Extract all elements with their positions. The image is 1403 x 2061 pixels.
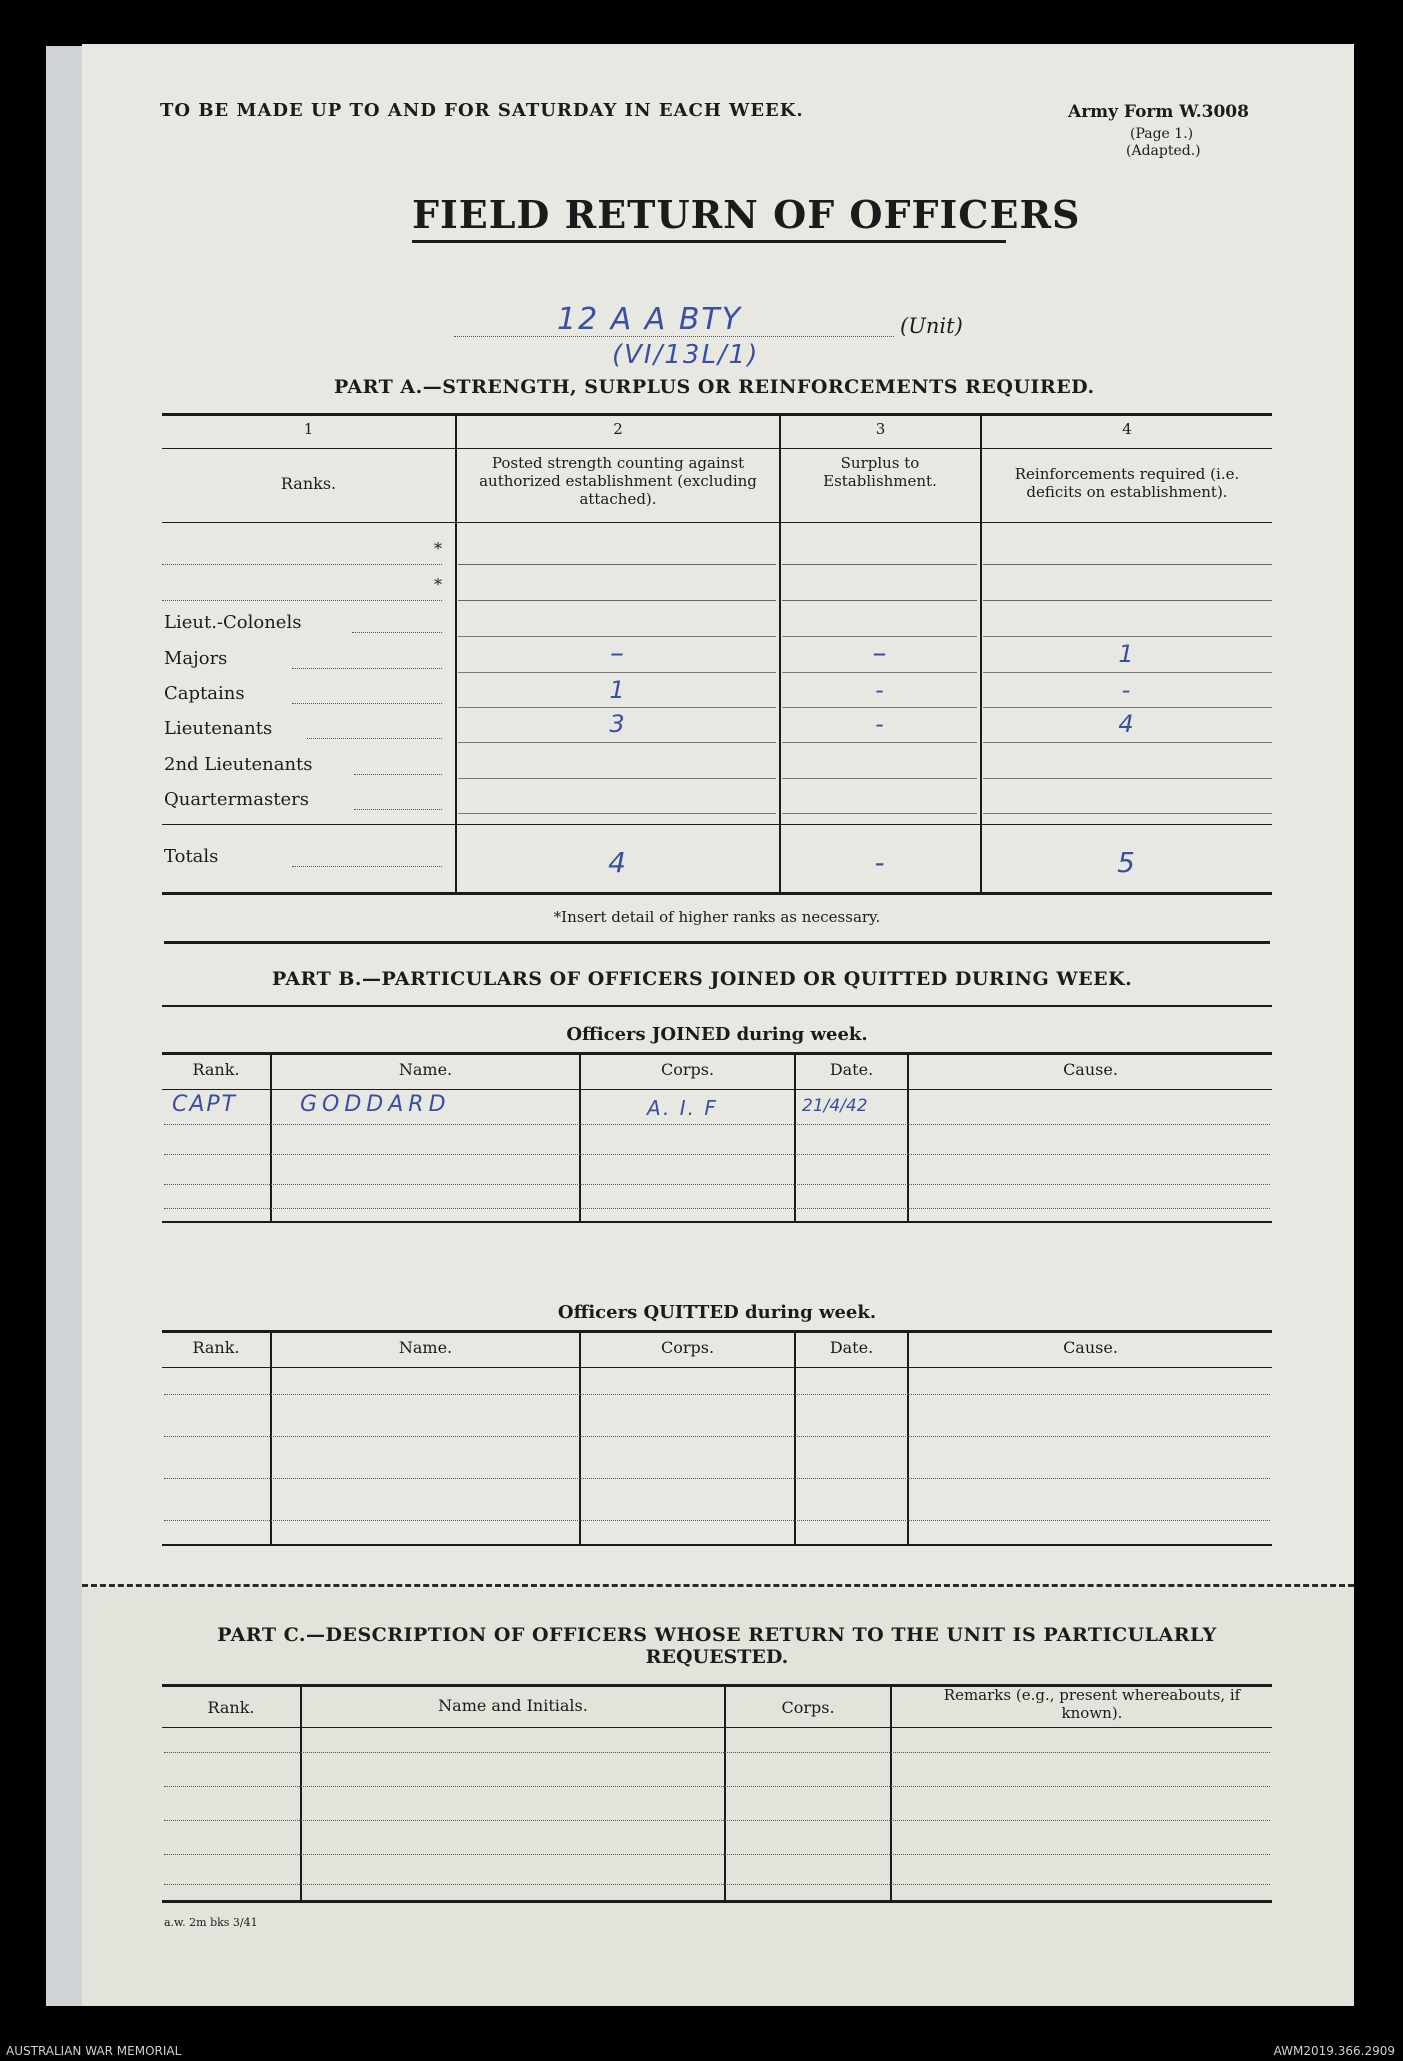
row-leader-dots bbox=[292, 668, 442, 669]
row-leader-dots bbox=[354, 774, 442, 775]
row-rule bbox=[782, 707, 977, 708]
row-rule bbox=[164, 1124, 1270, 1125]
title-underline bbox=[412, 240, 1006, 243]
row-rule bbox=[164, 1520, 1270, 1521]
quitted-header-bottom-rule bbox=[162, 1367, 1272, 1368]
row-rule bbox=[458, 742, 776, 743]
quitted-divider bbox=[270, 1332, 272, 1545]
row-rule bbox=[164, 1184, 1270, 1185]
form-id: Army Form W.3008 bbox=[1068, 102, 1249, 122]
joined-header-top-rule bbox=[162, 1052, 1272, 1055]
header-ranks: Ranks. bbox=[280, 474, 337, 493]
rank-captains: Captains bbox=[164, 683, 245, 704]
joined-divider bbox=[579, 1054, 581, 1222]
quitted-col-date: Date. bbox=[829, 1338, 874, 1357]
joined-bottom-rule bbox=[162, 1221, 1272, 1223]
row-rule bbox=[164, 1478, 1270, 1479]
row-rule bbox=[164, 1752, 1270, 1753]
row-rule bbox=[458, 600, 776, 601]
part-a-end-rule bbox=[164, 941, 1270, 944]
majors-reinforce: 1 bbox=[1118, 640, 1136, 668]
col-number-3: 3 bbox=[875, 420, 886, 438]
part-a-top-rule bbox=[162, 413, 1272, 416]
row-rule bbox=[164, 1786, 1270, 1787]
row-rule bbox=[782, 813, 977, 814]
joined-divider bbox=[907, 1054, 909, 1222]
part-c-col-corps: Corps. bbox=[781, 1698, 835, 1717]
quitted-divider bbox=[794, 1332, 796, 1545]
totals-posted: 4 bbox=[608, 846, 628, 879]
row-rule bbox=[983, 707, 1272, 708]
asterisk-2: * bbox=[434, 575, 442, 594]
quitted-header-top-rule bbox=[162, 1330, 1272, 1333]
row-leader-dots bbox=[354, 809, 442, 810]
joined-rank: CAPT bbox=[172, 1092, 238, 1117]
row-rule bbox=[983, 564, 1272, 565]
unit-code: (VI/13L/1) bbox=[612, 340, 760, 370]
row-rule bbox=[983, 778, 1272, 779]
joined-col-rank: Rank. bbox=[192, 1060, 240, 1079]
row-rule bbox=[164, 1884, 1270, 1885]
row-rule bbox=[782, 600, 977, 601]
row-rule bbox=[164, 1154, 1270, 1155]
part-b-top-rule bbox=[162, 1005, 1272, 1007]
part-c-divider bbox=[890, 1686, 892, 1900]
row-rule bbox=[782, 564, 977, 565]
form-page: (Page 1.) bbox=[1130, 126, 1194, 142]
lieutenants-surplus: - bbox=[875, 710, 886, 738]
part-a-colnum-rule bbox=[162, 448, 1272, 449]
col-number-2: 2 bbox=[613, 420, 623, 438]
scan-backing-strip bbox=[46, 46, 86, 2006]
quitted-divider bbox=[907, 1332, 909, 1545]
joined-date: 21/4/42 bbox=[802, 1096, 868, 1116]
quitted-col-corps: Corps. bbox=[660, 1338, 715, 1357]
row-rule bbox=[983, 742, 1272, 743]
col-number-4: 4 bbox=[1122, 420, 1132, 438]
quitted-heading: Officers QUITTED during week. bbox=[557, 1302, 877, 1323]
lieutenants-posted: 3 bbox=[609, 710, 627, 738]
header-posted-strength: Posted strength counting against authorized establishment (excluding attached). bbox=[479, 454, 757, 508]
unit-value: 12 A A BTY bbox=[557, 302, 743, 337]
captains-reinforce: - bbox=[1121, 676, 1133, 704]
part-c-divider bbox=[724, 1686, 726, 1900]
rank-quartermasters: Quartermasters bbox=[164, 789, 309, 810]
asterisk-line-1 bbox=[162, 564, 442, 565]
quitted-col-rank: Rank. bbox=[192, 1338, 240, 1357]
print-code: a.w. 2m bks 3/41 bbox=[164, 1916, 258, 1929]
part-a-footnote: *Insert detail of higher ranks as necessary. bbox=[553, 908, 881, 926]
joined-col-corps: Corps. bbox=[660, 1060, 715, 1079]
page-title: FIELD RETURN OF OFFICERS bbox=[412, 192, 1081, 237]
quitted-divider bbox=[579, 1332, 581, 1545]
row-rule bbox=[983, 600, 1272, 601]
row-rule bbox=[458, 778, 776, 779]
totals-label: Totals bbox=[164, 846, 219, 867]
part-c-heading: PART C.—DESCRIPTION OF OFFICERS WHOSE RETURN TO THE UNIT IS PARTICULARLY bbox=[217, 1624, 1217, 1646]
archive-footer bbox=[0, 2038, 1403, 2061]
majors-surplus: – bbox=[872, 636, 889, 669]
rank-majors: Majors bbox=[164, 648, 228, 669]
part-c-divider bbox=[300, 1686, 302, 1900]
part-c-header-rule bbox=[162, 1727, 1272, 1728]
captains-surplus: - bbox=[875, 676, 886, 704]
row-rule bbox=[782, 778, 977, 779]
form-sheet bbox=[82, 44, 1354, 2006]
joined-header-bottom-rule bbox=[162, 1089, 1272, 1090]
joined-name: GODDARD bbox=[300, 1092, 451, 1117]
row-rule bbox=[782, 672, 977, 673]
row-leader-dots bbox=[352, 632, 442, 633]
captains-posted: 1 bbox=[609, 676, 627, 704]
row-rule bbox=[164, 1854, 1270, 1855]
row-rule bbox=[983, 813, 1272, 814]
part-c-col-rank: Rank. bbox=[207, 1698, 255, 1717]
header-surplus: Surplus to Establishment. bbox=[823, 454, 937, 490]
row-rule bbox=[458, 672, 776, 673]
row-leader-dots bbox=[307, 738, 442, 739]
col-number-1: 1 bbox=[303, 420, 314, 438]
part-a-header-rule bbox=[162, 522, 1272, 523]
form-adapted: (Adapted.) bbox=[1126, 143, 1201, 159]
joined-corps: A. I. F bbox=[647, 1096, 718, 1120]
row-leader-dots bbox=[292, 866, 442, 867]
part-c-col-remarks: Remarks (e.g., present whereabouts, if known). bbox=[943, 1686, 1241, 1722]
part-b-heading: PART B.—PARTICULARS OF OFFICERS JOINED OR QUITTED DURING WEEK. bbox=[272, 968, 1133, 990]
joined-col-name: Name. bbox=[398, 1060, 453, 1079]
quitted-bottom-rule bbox=[162, 1544, 1272, 1546]
majors-posted: – bbox=[610, 636, 626, 669]
quitted-col-cause: Cause. bbox=[1063, 1338, 1118, 1357]
part-c-bottom-rule bbox=[162, 1900, 1272, 1903]
totals-surplus: - bbox=[874, 846, 887, 879]
part-c-col-name: Name and Initials. bbox=[438, 1696, 588, 1715]
perforation-line bbox=[82, 1584, 1354, 1587]
rank-lieutenants: Lieutenants bbox=[164, 718, 273, 739]
rank-lieut-colonels: Lieut.-Colonels bbox=[164, 612, 302, 633]
header-reinforcements: Reinforcements required (i.e. deficits on establishment). bbox=[1014, 465, 1240, 501]
part-a-heading: PART A.—STRENGTH, SURPLUS OR REINFORCEMENTS REQUIRED. bbox=[334, 376, 1095, 398]
asterisk-1: * bbox=[434, 539, 442, 558]
row-rule bbox=[458, 813, 776, 814]
row-rule bbox=[458, 707, 776, 708]
asterisk-line-2 bbox=[162, 600, 442, 601]
row-rule bbox=[983, 672, 1272, 673]
row-rule bbox=[164, 1820, 1270, 1821]
joined-divider bbox=[270, 1054, 272, 1222]
lieutenants-reinforce: 4 bbox=[1118, 710, 1136, 738]
joined-heading: Officers JOINED during week. bbox=[566, 1024, 868, 1045]
row-rule bbox=[983, 636, 1272, 637]
part-a-totals-rule bbox=[162, 824, 1272, 825]
row-rule bbox=[164, 1208, 1270, 1209]
joined-col-date: Date. bbox=[829, 1060, 874, 1079]
row-rule bbox=[164, 1436, 1270, 1437]
joined-col-cause: Cause. bbox=[1063, 1060, 1118, 1079]
part-a-bottom-rule bbox=[162, 892, 1272, 895]
unit-label: (Unit) bbox=[900, 314, 963, 338]
row-leader-dots bbox=[292, 703, 442, 704]
quitted-col-name: Name. bbox=[398, 1338, 453, 1357]
instruction-text: TO BE MADE UP TO AND FOR SATURDAY IN EACH WEEK. bbox=[160, 100, 804, 121]
joined-divider bbox=[794, 1054, 796, 1222]
part-c-heading-line2: REQUESTED. bbox=[645, 1646, 789, 1668]
rank-2nd-lieutenants: 2nd Lieutenants bbox=[164, 754, 313, 775]
row-rule bbox=[164, 1394, 1270, 1395]
archive-reference: AWM2019.366.2909 bbox=[1273, 2044, 1395, 2058]
archive-credit: AUSTRALIAN WAR MEMORIAL bbox=[6, 2044, 182, 2058]
row-rule bbox=[782, 742, 977, 743]
totals-reinforce: 5 bbox=[1117, 846, 1137, 879]
row-rule bbox=[458, 564, 776, 565]
